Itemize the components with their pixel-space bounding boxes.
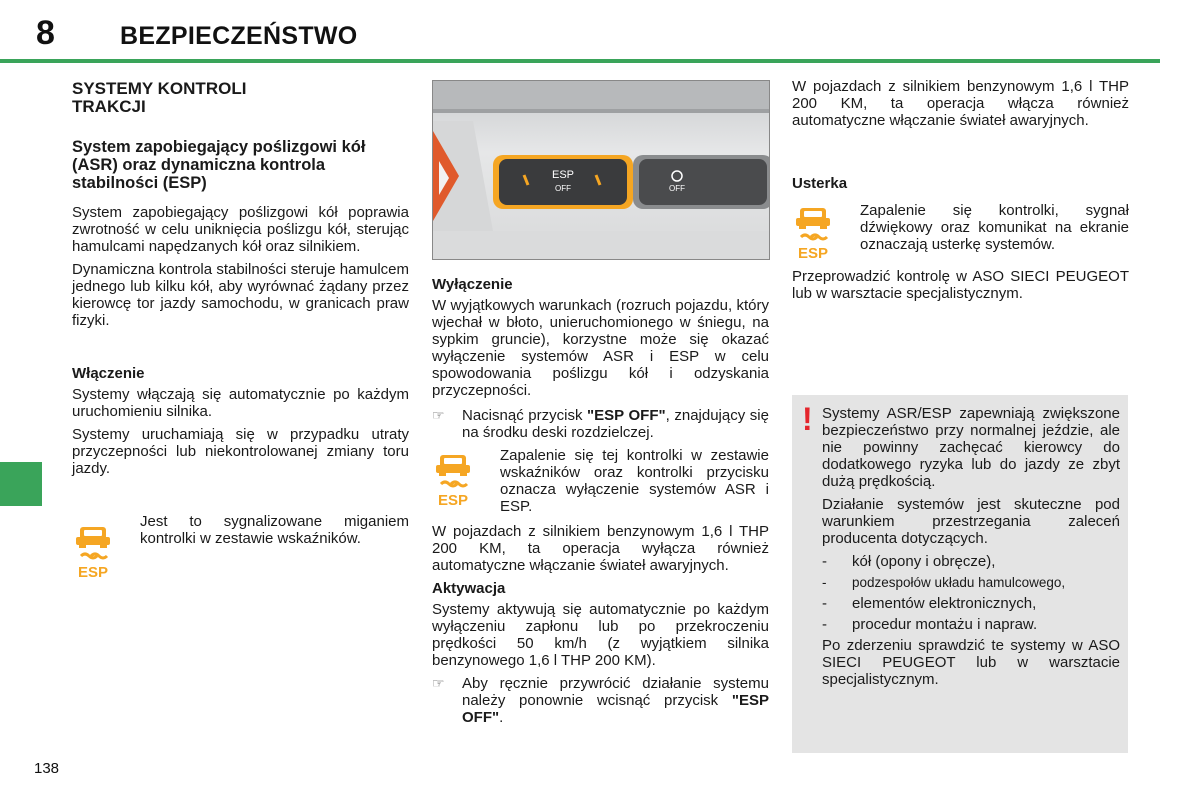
dashboard-photo	[432, 80, 770, 260]
esp-icon-label: ESP	[77, 564, 109, 579]
warning-list	[822, 553, 1120, 633]
warning-paragraph-3: Po zderzeniu sprawdzić te systemy w ASO SIECI PEUGEOT lub w warsztacie specjalistycznym.	[822, 637, 1120, 688]
esp-off-lamp-text: Zapalenie się tej kontrolki w zestawie wskaźników oraz kontrolki przycisku oznacza wyłączenie systemów ASR i ESP.	[500, 447, 769, 515]
step-press-button: ☞ Nacisnąć przycisk "ESP OFF", znajdujący się na środku deski rozdzielczej.	[432, 407, 769, 441]
section-title: SYSTEMY KONTROLI TRAKCJI	[72, 79, 247, 116]
esp-warning-lamp-icon	[792, 202, 860, 264]
fault-lamp-note	[792, 202, 1129, 264]
esp-lamp-text: Jest to sygnalizowane miganiem kontrolki w zestawie wskaźników.	[140, 513, 409, 547]
section-subtitle: System zapobiegający poślizgowi kół (ASR) oraz dynamiczna kontrola stabilności (ESP)	[72, 138, 366, 192]
warning-paragraph-1: Systemy ASR/ESP zapewniają zwiększone bezpieczeństwo przy normalnej jeździe, ale nie powinny zachęcać kierowcy do dodatkowego ryzyka lub do jazdy ze zbyt dużą prędkością.	[822, 405, 1120, 490]
list-item: - procedur montażu i napraw.	[822, 616, 1038, 633]
paragraph-asr: System zapobiegający poślizgowi kół poprawia zwrotność w celu uniknięcia poślizgu kół, sterując hamulcami napędzanych kół oraz silnikiem.	[72, 204, 409, 255]
esp-off-lamp-note	[432, 447, 769, 515]
page-number: 138	[34, 760, 60, 777]
heading-enable: Włączenie	[72, 365, 145, 382]
fault-lamp-text: Zapalenie się kontrolki, sygnał dźwiękowy oraz komunikat na ekranie oznaczają usterkę systemów.	[860, 202, 1129, 253]
column-middle	[432, 276, 769, 726]
paragraph-hazard-on: W pojazdach z silnikiem benzynowym 1,6 l THP 200 KM, ta operacja włącza również automatyczne włączanie świateł awaryjnych.	[792, 78, 1129, 129]
pointing-hand-icon: ☞	[432, 407, 445, 423]
chapter-title: BEZPIECZEŃSTWO	[120, 22, 358, 50]
esp-lamp-note	[72, 513, 409, 583]
paragraph-hazard-off: W pojazdach z silnikiem benzynowym 1,6 l THP 200 KM, ta operacja wyłącza również automatyczne włączanie świateł awaryjnych.	[432, 523, 769, 574]
heading-activation: Aktywacja	[432, 580, 506, 597]
paragraph-enable-1: Systemy włączają się automatycznie po każdym uruchomieniu silnika.	[72, 386, 409, 420]
heading-disable: Wyłączenie	[432, 276, 513, 293]
list-item: - podzespołów układu hamulcowego,	[822, 575, 1066, 590]
header-rule	[0, 59, 1160, 63]
esp-icon-label: ESP	[437, 492, 469, 507]
list-item: - elementów elektronicznych,	[822, 595, 1037, 612]
paragraph-disable: W wyjątkowych warunkach (rozruch pojazdu, który wjechał w błoto, unieruchomionego w śniegu, na sypkim gruncie), korzystne może się okazać wyłączenie systemów ASR i ESP w celu spowodowania poślizgu kół i odzyskania przyczepności.	[432, 297, 769, 399]
warning-paragraph-2: Działanie systemów jest skuteczne pod warunkiem przestrzegania zaleceń producenta dotyczących.	[822, 496, 1120, 547]
warning-box	[792, 395, 1128, 753]
column-left	[72, 80, 409, 583]
esp-warning-lamp-icon	[432, 447, 500, 511]
pointing-hand-icon: ☞	[432, 675, 445, 691]
exclamation-warning-icon: !	[802, 401, 813, 437]
chapter-number: 8	[36, 14, 55, 52]
paragraph-activation: Systemy aktywują się automatycznie po każdym wyłączeniu zapłonu lub po przekroczeniu prędkości 50 km/h (z wyjątkiem silnika benzynowego 1,6 l THP 200 KM).	[432, 601, 769, 669]
esp-warning-lamp-icon	[72, 513, 140, 583]
paragraph-enable-2: Systemy uruchamiają się w przypadku utraty przyczepności lub niekontrolowanej zmiany toru jazdy.	[72, 426, 409, 477]
paragraph-esp: Dynamiczna kontrola stabilności steruje hamulcem jednego lub kilku kół, aby wyrównać żądany przez kierowcę tor jazdy samochodu, w granicach praw fizyki.	[72, 261, 409, 329]
heading-fault: Usterka	[792, 175, 848, 192]
column-right	[792, 78, 1129, 308]
esp-off-button-label-top: ESP	[551, 169, 575, 181]
parking-off-button-label: OFF	[669, 184, 685, 193]
esp-icon-label: ESP	[797, 245, 829, 260]
esp-off-button-label-bottom: OFF	[555, 184, 571, 193]
paragraph-service: Przeprowadzić kontrolę w ASO SIECI PEUGEOT lub w warsztacie specjalistycznym.	[792, 268, 1129, 302]
step-restore-button: ☞ Aby ręcznie przywrócić działanie systemu należy ponownie wcisnąć przycisk "ESP OFF".	[432, 675, 769, 726]
chapter-side-tab	[0, 462, 42, 506]
list-item: - kół (opony i obręcze),	[822, 553, 996, 570]
